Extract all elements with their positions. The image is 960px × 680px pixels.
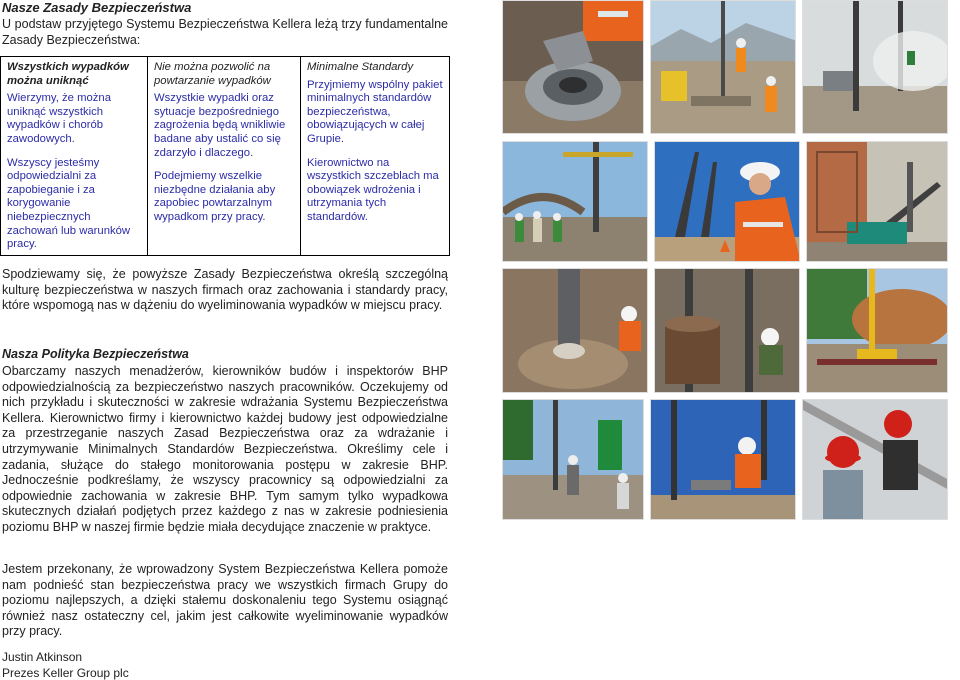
principle-1-title: Wszystkich wypadków można uniknąć	[7, 61, 129, 87]
principle-3-text-1: Przyjmiemy wspólny pakiet minimalnych standardów bezpieczeństwa, obowiązujących w całej Grupie.	[307, 78, 443, 145]
conviction-paragraph: Jestem przekonany, że wprowadzony System Bezpieczeństwa Kellera pomoże nam podnieść stan bezpieczeństwa pracy we wszystkich firmach Grupy do poziomu najlepszych, a dzięki stałemu doskonaleniu tego Systemu osiągnąć również nasz ostateczny cel, jakim jest całkowite wyeliminowanie wypadków przy pracy.	[2, 562, 448, 639]
signature-title: Prezes Keller Group plc	[2, 666, 129, 680]
principle-column-1	[1, 57, 147, 255]
photo-worker-blue-sky-rig	[650, 399, 796, 520]
photo-drill-head-closeup	[502, 0, 644, 134]
photo-workers-site-mountains	[650, 0, 796, 134]
expectations-paragraph: Spodziewamy się, że powyższe Zasady Bezpieczeństwa określą szczególną kulturę bezpieczeństwa w naszych firmach oraz zachowania i standardy pracy, które wspomogą nas w dążeniu do wyeliminowania wypadków w miejscu pracy.	[2, 267, 448, 313]
principle-column-3	[300, 57, 449, 255]
policy-paragraph: Obarczamy naszych menadżerów, kierowników budów i inspektorów BHP odpowiedzialnością za bezpieczeństwo naszych pracowników. Oczekujemy od nich przykładu i skuteczności w zakresie wdrażania Systemu Bezpieczeństwa Kellera. Kierownictwo firmy i kierownictwo każdej budowy jest odpowiedzialne za przestrzeganie naszych Zasad Bezpieczeństwa oraz za wdrażanie i utrzymywanie Minimalnych Standardów Bezpieczeństwa. Określimy cele i zadania, służące do stałego monitorowania postępu w zakresie BHP. Jednocześnie podkreślamy, że wszyscy pracownicy są odpowiedzialni za odpowiednie zachowania w zakresie BHP. Tym samym tylko wypadkowa skutecznych działań podjętych przez każdego z nas w zakresie podniesienia poziomu BHP w naszej firmie będzie miała decydujące znaczenie w praktyce.	[2, 364, 448, 534]
photo-drill-rig-scaffold	[806, 141, 948, 262]
photo-crane-bridge-workers	[502, 141, 648, 262]
principles-table	[0, 56, 450, 256]
signature-name: Justin Atkinson	[2, 650, 83, 664]
photo-workers-red-hardhats	[802, 399, 948, 520]
intro-paragraph: U podstaw przyjętego Systemu Bezpieczeństwa Kellera leżą trzy fundamentalne Zasady Bezpieczeństwa:	[2, 17, 448, 47]
principle-1-text-2: Wszyscy jesteśmy odpowiedzialni za zapobieganie i za korygowanie niebezpiecznych zachowań lub warunków pracy.	[7, 156, 131, 251]
principle-2-title: Nie można pozwolić na powtarzanie wypadków	[154, 61, 271, 87]
principle-column-2	[147, 57, 300, 255]
photo-auger-closeup	[654, 268, 800, 393]
principle-2-text-2: Podejmiemy wszelkie niezbędne działania aby zapobiec powtarzalnym wypadkom przy pracy.	[154, 170, 276, 223]
photo-drill-auger-worker	[502, 268, 648, 393]
photo-rig-spray	[802, 0, 948, 134]
principle-3-text-2: Kierownictwo na wszystkich szczeblach ma obowiązek wdrożenia i utrzymania tych standardów.	[307, 156, 439, 223]
photo-green-rig-workers	[502, 399, 644, 520]
photo-worker-orange-blue-sky	[654, 141, 800, 262]
heading-safety-policy: Nasza Polityka Bezpieczeństwa	[2, 347, 189, 361]
photo-yellow-rig-stadium	[806, 268, 948, 393]
principle-1-text-1: Wierzymy, że można uniknąć wszystkich wypadków i chorób zawodowych.	[7, 92, 111, 145]
principle-2-text-1: Wszystkie wypadki oraz sytuacje bezpośredniego zagrożenia będą wnikliwie badane aby ustalić co się zdarzyło i dlaczego.	[154, 92, 286, 159]
heading-safety-principles: Nasze Zasady Bezpieczeństwa	[2, 0, 192, 15]
principle-3-title: Minimalne Standardy	[307, 61, 414, 73]
